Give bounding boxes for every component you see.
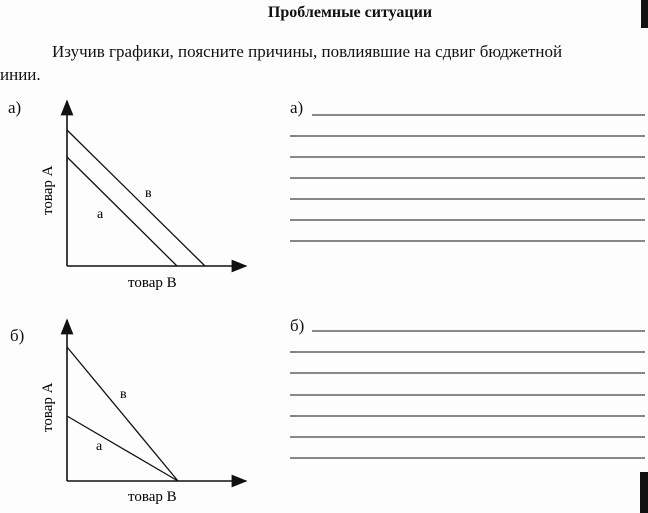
graph-a-line-label-a: а	[97, 207, 104, 222]
graph-b-line-label-a: а	[96, 439, 103, 454]
graph-a-y-label: товар A	[40, 165, 56, 215]
graph-a-budget-line-b	[67, 130, 205, 266]
instruction-line-1: Изучив графики, поясните причины, повлиявшие на сдвиг бюджетной	[52, 42, 563, 61]
graph-a-label: а)	[8, 98, 22, 117]
answer-b-label: б)	[290, 316, 305, 335]
graph-b-y-label: товар A	[40, 382, 56, 432]
graph-b-budget-line-b	[67, 347, 178, 481]
graph-b-label: б)	[10, 326, 25, 345]
graph-b-line-label-b: в	[120, 387, 127, 402]
graph-b-x-label: товар B	[128, 489, 177, 505]
answer-b-lines	[290, 331, 645, 458]
graph-a-x-label: товар B	[128, 275, 177, 291]
graph-b	[40, 320, 246, 505]
graph-b-budget-line-a	[67, 416, 178, 481]
scan-edge-top	[641, 0, 648, 28]
answer-a-label: а)	[290, 98, 304, 117]
page-title: Проблемные ситуации	[267, 4, 433, 21]
scan-edge-bottom	[640, 472, 648, 513]
graph-a-line-label-b: в	[145, 186, 152, 201]
instruction-line-2: инии.	[0, 65, 41, 84]
graph-a	[40, 101, 246, 291]
graph-a-budget-line-a	[67, 157, 177, 266]
answer-a-lines	[290, 115, 645, 241]
